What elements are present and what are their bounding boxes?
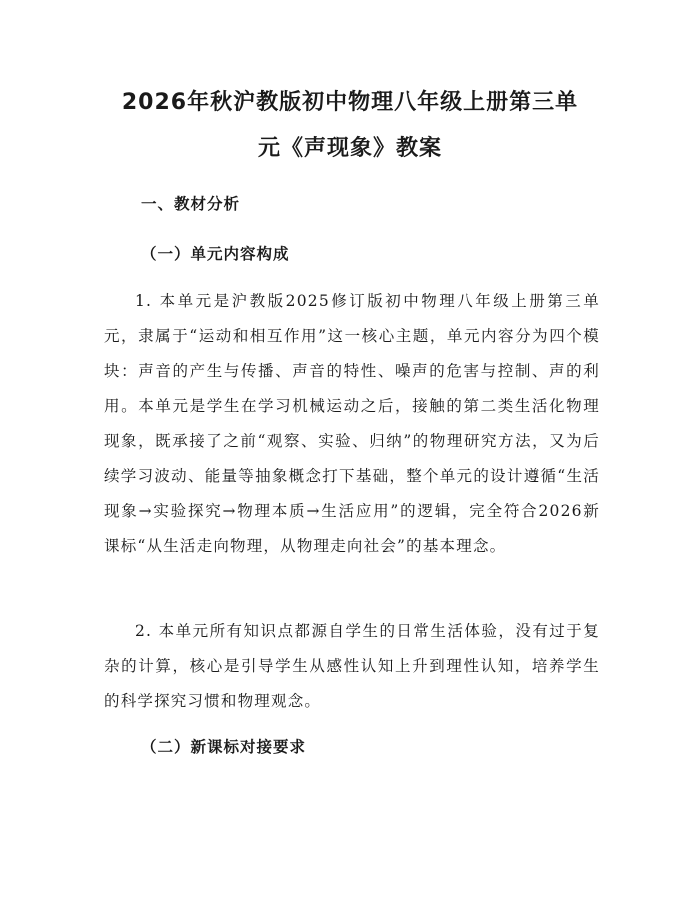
document-title-line-1: 2026年秋沪教版初中物理八年级上册第三单 xyxy=(121,90,579,115)
paragraph-knowledge-source: 2. 本单元所有知识点都源自学生的日常生活体验，没有过于复杂的计算，核心是引导学生从感性认知上升到理性认知，培养学生的科学探究习惯和物理观念。 xyxy=(104,622,600,710)
subsection-heading-unit-content: （一）单元内容构成 xyxy=(141,244,290,263)
paragraph-unit-overview: 1. 本单元是沪教版2025修订版初中物理八年级上册第三单元，隶属于“运动和相互作用”这一核心主题，单元内容分为四个模块：声音的产生与传播、声音的特性、噪声的危害与控制、声的利用。本单元是学生在学习机械运动之后，接触的第二类生活化物理现象，既承接了之前“观察、实验、归纳”的物理研究方法，又为后续学习波动、能量等抽象概念打下基础，整个单元的设计遵循“生活现象→实验探究→物理本质→生活应用”的逻辑，完全符合2026新课标“从生活走向物理，从物理走向社会”的基本理念。 xyxy=(104,292,600,555)
subsection-heading-curriculum-requirements: （二）新课标对接要求 xyxy=(141,737,307,756)
section-heading-textbook-analysis: 一、教材分析 xyxy=(141,194,241,213)
document-title-line-2: 元《声现象》教案 xyxy=(257,136,442,161)
